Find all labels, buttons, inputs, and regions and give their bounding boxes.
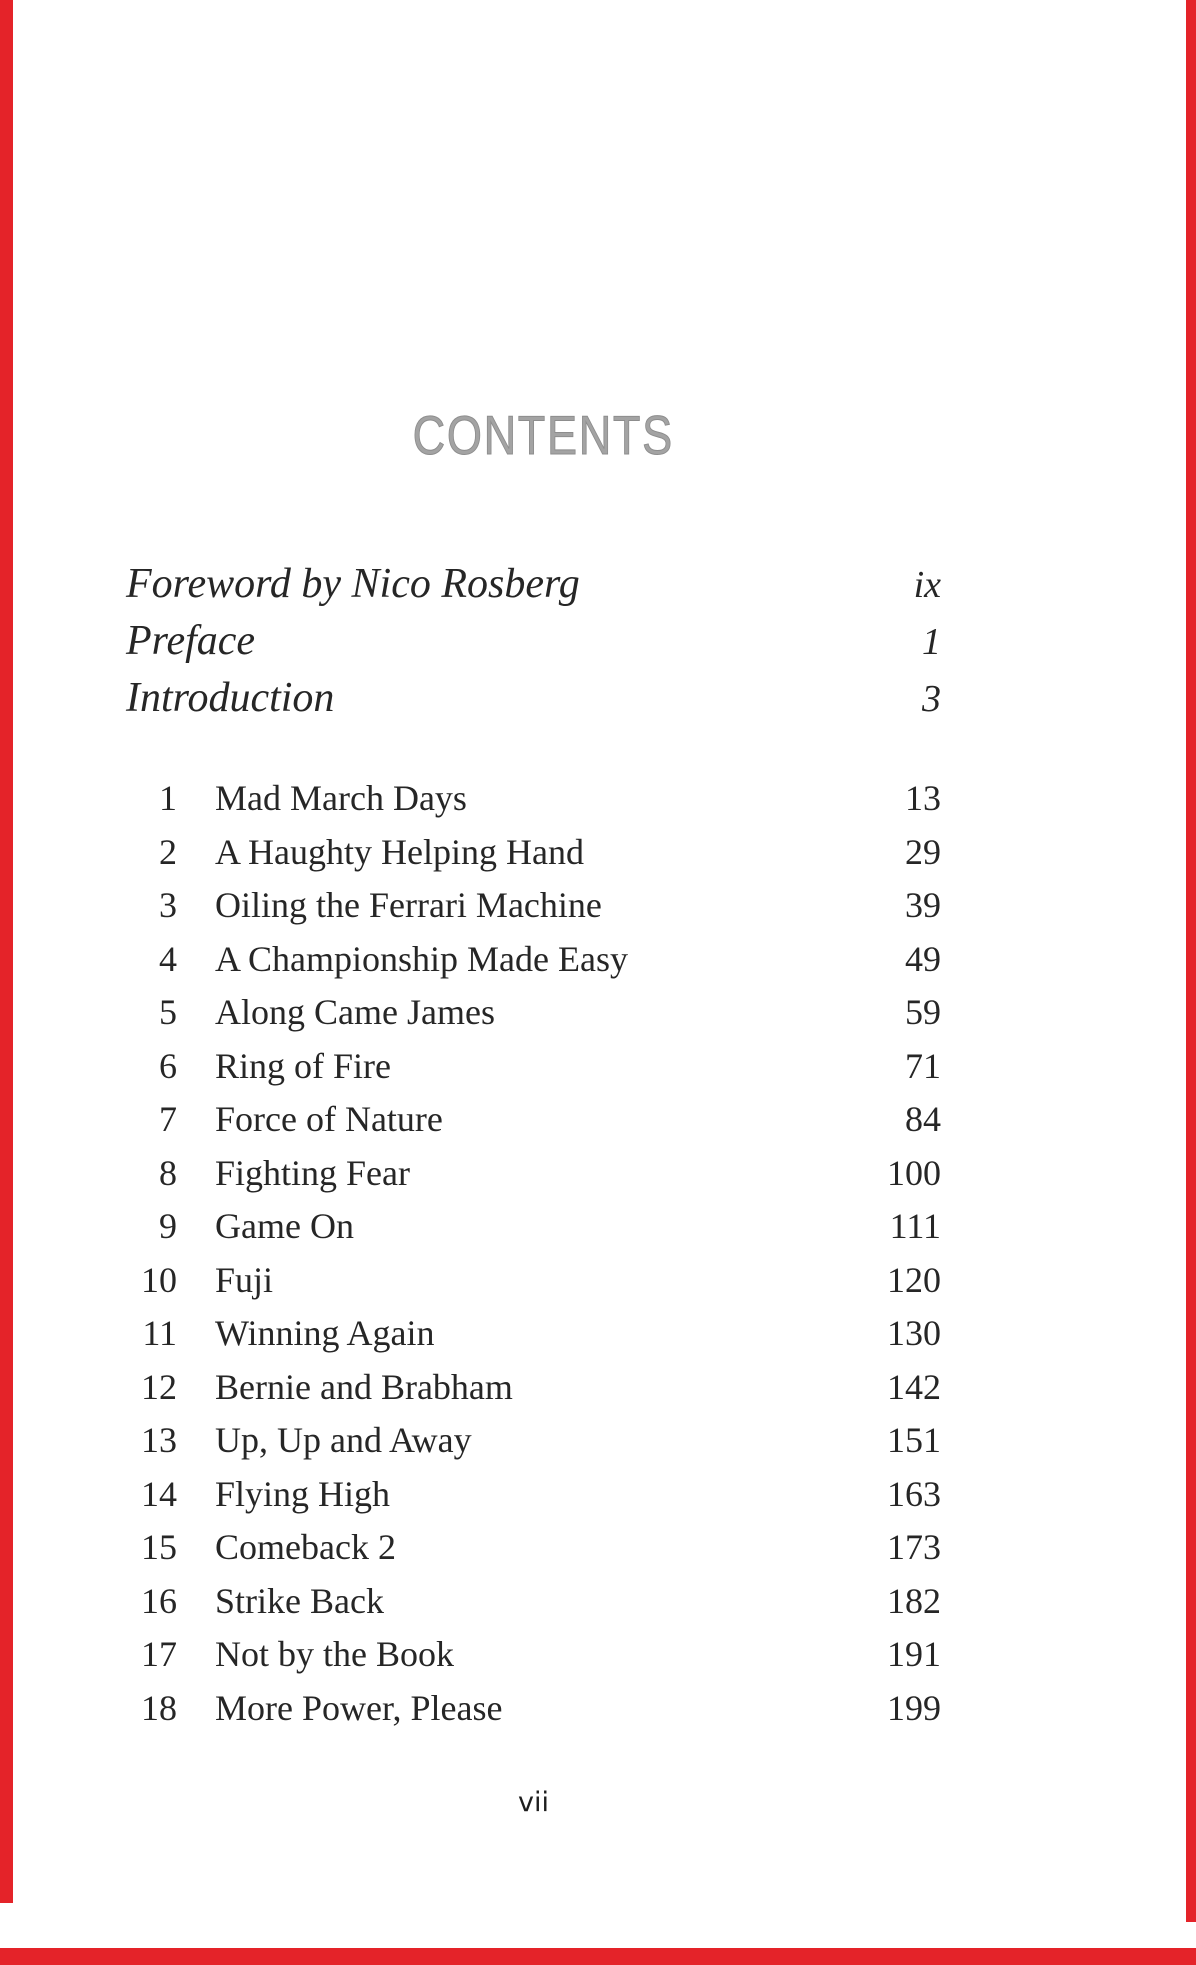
chapter-page-number: 100 xyxy=(887,1152,941,1193)
chapter-page-number: 111 xyxy=(889,1206,941,1246)
chapter-row xyxy=(126,879,941,933)
chapter-page-number: 142 xyxy=(887,1366,941,1407)
chapter-title: Winning Again xyxy=(215,1313,435,1353)
chapter-title: Fighting Fear xyxy=(215,1152,410,1193)
chapter-title: Force of Nature xyxy=(215,1099,443,1139)
front-matter-row xyxy=(126,670,941,727)
chapter-number: 13 xyxy=(141,1420,177,1460)
contents-heading-wrap xyxy=(136,404,951,466)
chapter-number: 8 xyxy=(159,1152,177,1193)
chapter-row xyxy=(126,1147,941,1201)
chapter-number: 11 xyxy=(142,1313,177,1353)
scan-edge-right xyxy=(1186,0,1196,1922)
chapter-number: 12 xyxy=(141,1366,177,1407)
scan-edge-left xyxy=(0,0,13,1903)
chapter-row xyxy=(126,826,941,880)
chapter-row xyxy=(126,1307,941,1361)
front-matter-list xyxy=(126,556,941,727)
chapter-row xyxy=(126,933,941,987)
chapter-title: Ring of Fire xyxy=(215,1045,391,1086)
chapter-title: Not by the Book xyxy=(215,1634,454,1674)
chapter-title: Up, Up and Away xyxy=(215,1420,472,1460)
chapter-title: Comeback 2 xyxy=(215,1527,396,1567)
chapter-row xyxy=(126,1040,941,1094)
front-matter-row xyxy=(126,556,941,613)
chapter-row xyxy=(126,1682,941,1736)
chapter-page-number: 120 xyxy=(887,1259,941,1300)
chapter-number: 17 xyxy=(141,1634,177,1674)
front-matter-row xyxy=(126,613,941,670)
chapter-row xyxy=(126,1521,941,1575)
chapter-number: 15 xyxy=(141,1527,177,1567)
chapter-page-number: 71 xyxy=(905,1045,941,1086)
contents-heading: CONTENTS xyxy=(412,404,675,466)
chapter-page-number: 130 xyxy=(887,1313,941,1353)
chapter-row xyxy=(126,1361,941,1415)
chapter-page-number: 182 xyxy=(887,1580,941,1621)
chapter-number: 16 xyxy=(141,1580,177,1621)
chapter-page-number: 59 xyxy=(905,992,941,1032)
chapter-page-number: 49 xyxy=(905,938,941,979)
chapter-number: 3 xyxy=(159,885,177,925)
chapter-number: 5 xyxy=(159,992,177,1032)
chapter-title: A Championship Made Easy xyxy=(215,938,628,979)
chapter-number: 10 xyxy=(141,1259,177,1300)
chapter-number: 18 xyxy=(141,1687,177,1728)
chapter-number: 7 xyxy=(159,1099,177,1139)
chapter-title: Game On xyxy=(215,1206,354,1246)
chapter-page-number: 199 xyxy=(887,1687,941,1728)
chapter-row xyxy=(126,1200,941,1254)
page-folio: vii xyxy=(518,1787,549,1818)
chapter-page-number: 13 xyxy=(905,778,941,818)
chapter-title: Bernie and Brabham xyxy=(215,1366,513,1407)
front-matter-page-number: 3 xyxy=(922,678,941,720)
front-matter-page-number: ix xyxy=(913,564,941,606)
chapter-number: 14 xyxy=(141,1473,177,1514)
chapter-page-number: 173 xyxy=(887,1527,941,1567)
front-matter-title: Foreword by Nico Rosberg xyxy=(126,561,580,607)
chapter-number: 6 xyxy=(159,1045,177,1086)
chapter-page-number: 151 xyxy=(887,1420,941,1460)
chapter-number: 1 xyxy=(159,778,177,818)
chapter-row xyxy=(126,1575,941,1629)
chapter-row xyxy=(126,1628,941,1682)
scan-edge-bottom xyxy=(0,1948,1196,1965)
chapter-row xyxy=(126,1414,941,1468)
chapter-number: 2 xyxy=(159,831,177,872)
chapter-page-number: 39 xyxy=(905,885,941,925)
front-matter-page-number: 1 xyxy=(922,621,941,663)
chapter-title: Oiling the Ferrari Machine xyxy=(215,885,602,925)
chapter-row xyxy=(126,1254,941,1308)
chapter-title: Flying High xyxy=(215,1473,391,1514)
chapter-title: Fuji xyxy=(215,1259,274,1300)
chapter-page-number: 163 xyxy=(887,1473,941,1514)
front-matter-title: Introduction xyxy=(126,675,335,721)
chapter-title: More Power, Please xyxy=(215,1687,503,1728)
chapter-list xyxy=(126,772,941,1735)
chapter-row xyxy=(126,772,941,826)
chapter-number: 9 xyxy=(159,1206,177,1246)
chapter-title: Strike Back xyxy=(215,1580,384,1621)
chapter-row xyxy=(126,986,941,1040)
chapter-title: A Haughty Helping Hand xyxy=(215,831,584,872)
front-matter-title: Preface xyxy=(126,618,256,664)
chapter-title: Mad March Days xyxy=(215,778,467,818)
chapter-page-number: 29 xyxy=(905,831,941,872)
chapter-page-number: 84 xyxy=(905,1099,941,1139)
chapter-page-number: 191 xyxy=(887,1634,941,1674)
chapter-row xyxy=(126,1093,941,1147)
chapter-number: 4 xyxy=(159,938,177,979)
chapter-row xyxy=(126,1468,941,1522)
chapter-title: Along Came James xyxy=(215,992,495,1032)
